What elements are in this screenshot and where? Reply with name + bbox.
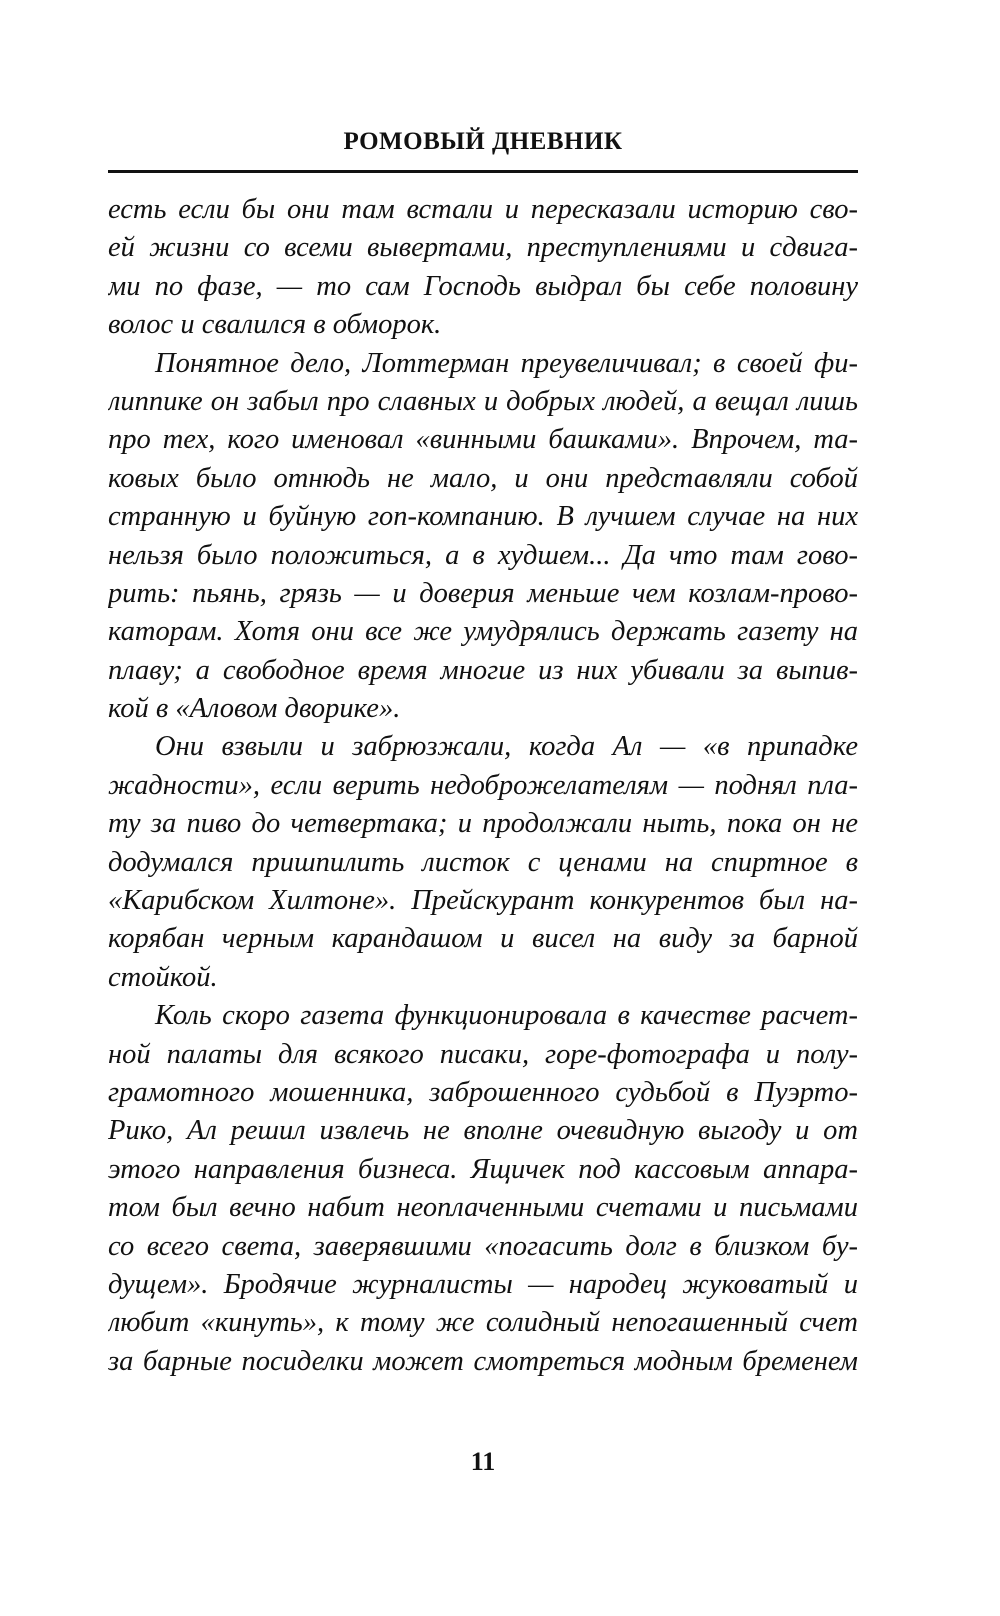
text-line: странную и буйную гоп-компанию. В лучшем случае на них [108, 501, 858, 533]
text-line: «Карибском Хилтоне». Прейскурант конкурентов был на- [108, 885, 858, 917]
text-line: Рико, Ал решил извлечь не вполне очевидную выгоду и от [108, 1115, 858, 1147]
text-line: додумался пришпилить листок с ценами на спиртное в [108, 846, 858, 878]
text-line: Понятное дело, Лоттерман преувеличивал; в своей фи- [155, 347, 858, 379]
text-line: про тех, кого именовал «винными башками». Впрочем, та- [108, 424, 858, 456]
text-line: том был вечно набит неоплаченными счетами и письмами [108, 1192, 858, 1224]
text-line: жадности», если верить недоброжелателям — поднял пла- [108, 769, 858, 801]
body-text [108, 191, 858, 1381]
text-line: этого направления бизнеса. Ящичек под кассовым аппара- [108, 1153, 858, 1185]
text-line: корябан черным карандашом и висел на виду за барной [108, 923, 858, 955]
running-title: РОМОВЫЙ ДНЕВНИК [343, 128, 623, 155]
text-line: ковых было отнюдь не мало, и они представляли собой [108, 462, 858, 494]
text-line: кой в «Аловом дворике». [108, 693, 401, 725]
page-number: 11 [470, 1447, 496, 1476]
text-line: ми по фазе, — то сам Господь выдрал бы себе половину [108, 270, 858, 302]
text-line: нельзя было положиться, а в худшем... Да что там гово- [108, 539, 858, 571]
text-line: волос и свалился в обморок. [108, 309, 442, 341]
text-line: липпике он забыл про славных и добрых людей, а вещал лишь [108, 385, 858, 417]
text-line: со всего света, заверявшими «погасить долг в близком бу- [108, 1230, 858, 1262]
text-line: Коль скоро газета функционировала в качестве расчет- [155, 1000, 858, 1032]
text-line: стойкой. [108, 961, 218, 993]
text-line: каторам. Хотя они все же умудрялись держать газету на [108, 616, 858, 648]
text-line: Они взвыли и забрюзжали, когда Ал — «в припадке [155, 731, 858, 763]
text-line: дущем». Бродячие журналисты — народец жуковатый и [108, 1268, 858, 1300]
text-line: любит «кинуть», к тому же солидный непогашенный счет [108, 1307, 858, 1339]
text-line: грамотного мошенника, заброшенного судьбой в Пуэрто- [108, 1076, 858, 1108]
text-line: есть если бы они там встали и пересказали историю сво- [108, 194, 858, 225]
text-line: ту за пиво до четвертака; и продолжали ныть, пока он не [108, 808, 858, 840]
text-line: ной палаты для всякого писаки, горе-фотографа и полу- [108, 1038, 858, 1070]
text-line: за барные посиделки может смотреться модным бременем [108, 1345, 858, 1377]
header-rule [108, 170, 858, 173]
text-line: рить: пьянь, грязь — и доверия меньше чем козлам-прово- [108, 577, 858, 609]
text-line: ей жизни со всеми вывертами, преступлениями и сдвига- [108, 232, 858, 264]
text-line: плаву; а свободное время многие из них убивали за выпив- [108, 654, 858, 686]
